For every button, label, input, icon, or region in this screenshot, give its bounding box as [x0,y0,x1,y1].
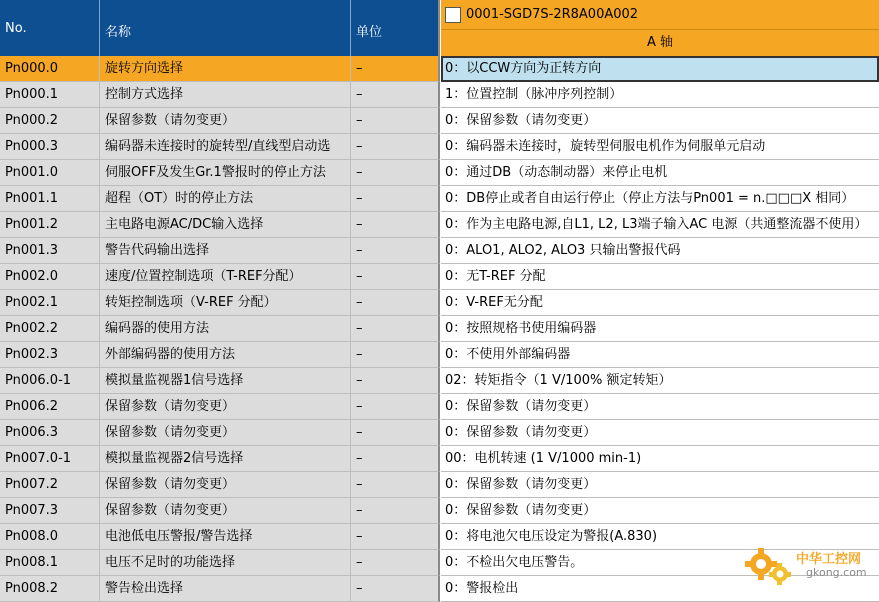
param-value[interactable]: 0：保留参数（请勿变更） [441,108,879,134]
param-name: 超程（OT）时的停止方法 [100,186,351,212]
param-unit: – [351,134,440,160]
header-col-no-label: No. [5,21,27,36]
param-number: Pn002.0 [0,264,100,290]
param-value[interactable]: 0：编码器未连接时，旋转型伺服电机作为伺服单元启动 [441,134,879,160]
table-row[interactable] [0,82,879,108]
param-name: 外部编码器的使用方法 [100,342,351,368]
param-value[interactable]: 0：V-REF无分配 [441,290,879,316]
param-number: Pn008.2 [0,576,100,602]
param-unit: – [351,472,440,498]
param-name: 保留参数（请勿变更） [100,472,351,498]
header-col-no [0,0,100,56]
param-unit: – [351,212,440,238]
param-number: Pn006.2 [0,394,100,420]
table-row[interactable] [0,472,879,498]
param-name: 电池低电压警报/警告选择 [100,524,351,550]
param-value[interactable]: 0：作为主电路电源,自L1, L2, L3端子输入AC 电源（共通整流器不使用） [441,212,879,238]
table-row[interactable] [0,446,879,472]
param-name: 转矩控制选项（V-REF 分配） [100,290,351,316]
device-name: 0001-SGD7S-2R8A00A002 [466,7,639,22]
param-name: 警告检出选择 [100,576,351,602]
param-name: 保留参数（请勿变更） [100,108,351,134]
param-number: Pn001.0 [0,160,100,186]
param-name: 保留参数（请勿变更） [100,394,351,420]
header-col-unit [351,0,440,56]
param-name: 警告代码输出选择 [100,238,351,264]
table-row[interactable] [0,108,879,134]
param-value[interactable]: 1：位置控制（脉冲序列控制） [441,82,879,108]
watermark-brand: 中华工控网 [796,552,862,567]
param-value[interactable]: 0：按照规格书使用编码器 [441,316,879,342]
param-unit: – [351,498,440,524]
axis-header [441,30,879,56]
param-value[interactable]: 02：转矩指令（1 V/100% 额定转矩） [441,368,879,394]
param-number: Pn001.1 [0,186,100,212]
param-value[interactable]: 0：保留参数（请勿变更） [441,394,879,420]
table-row[interactable] [0,316,879,342]
header-col-name-label: 名称 [105,25,132,40]
param-unit: – [351,186,440,212]
param-number: Pn002.2 [0,316,100,342]
param-name: 模拟量监视器2信号选择 [100,446,351,472]
param-number: Pn007.2 [0,472,100,498]
param-name: 保留参数（请勿变更） [100,498,351,524]
param-value[interactable]: 0：通过DB（动态制动器）来停止电机 [441,160,879,186]
param-value[interactable]: 0：保留参数（请勿变更） [441,498,879,524]
param-name: 模拟量监视器1信号选择 [100,368,351,394]
table-row[interactable] [0,160,879,186]
param-value[interactable]: 0：保留参数（请勿变更） [441,420,879,446]
param-unit: – [351,56,440,82]
param-number: Pn000.1 [0,82,100,108]
param-number: Pn002.1 [0,290,100,316]
param-value[interactable]: 0：DB停止或者自由运行停止（停止方法与Pn001 = n.□□□X 相同） [441,186,879,212]
param-number: Pn008.1 [0,550,100,576]
param-name: 旋转方向选择 [100,56,351,82]
param-value[interactable]: 0：警报检出 [441,576,879,602]
param-number: Pn006.3 [0,420,100,446]
param-number: Pn001.3 [0,238,100,264]
param-value[interactable]: 0：以CCW方向为正转方向 [441,56,879,82]
param-name: 编码器的使用方法 [100,316,351,342]
param-unit: – [351,524,440,550]
param-unit: – [351,550,440,576]
param-unit: – [351,368,440,394]
param-unit: – [351,420,440,446]
param-name: 主电路电源AC/DC输入选择 [100,212,351,238]
param-number: Pn007.3 [0,498,100,524]
param-value[interactable]: 0：ALO1, ALO2, ALO3 只输出警报代码 [441,238,879,264]
param-number: Pn000.0 [0,56,100,82]
param-unit: – [351,82,440,108]
table-row[interactable] [0,56,879,82]
param-number: Pn001.2 [0,212,100,238]
param-value[interactable]: 0：不检出欠电压警告。 [441,550,879,576]
param-value[interactable]: 0：将电池欠电压设定为警报(A.830) [441,524,879,550]
param-value[interactable]: 0：无T-REF 分配 [441,264,879,290]
table-row[interactable] [0,342,879,368]
header-col-unit-label: 单位 [356,25,383,40]
axis-label: A 轴 [646,35,674,50]
table-row[interactable] [0,290,879,316]
device-header [441,0,879,56]
param-number: Pn006.0-1 [0,368,100,394]
param-name: 控制方式选择 [100,82,351,108]
device-header-top [441,0,879,30]
param-number: Pn007.0-1 [0,446,100,472]
table-row[interactable] [0,368,879,394]
table-row[interactable] [0,238,879,264]
param-number: Pn002.3 [0,342,100,368]
param-unit: – [351,264,440,290]
param-number: Pn008.0 [0,524,100,550]
param-name: 电压不足时的功能选择 [100,550,351,576]
param-unit: – [351,160,440,186]
table-row[interactable] [0,394,879,420]
param-unit: – [351,316,440,342]
param-value[interactable]: 0：保留参数（请勿变更） [441,472,879,498]
param-unit: – [351,342,440,368]
param-unit: – [351,576,440,602]
param-name: 编码器未连接时的旋转型/直线型启动选 [100,134,351,160]
table-row[interactable] [0,186,879,212]
device-checkbox[interactable] [445,7,461,23]
param-unit: – [351,394,440,420]
param-number: Pn000.2 [0,108,100,134]
param-number: Pn000.3 [0,134,100,160]
table-row[interactable] [0,498,879,524]
table-row[interactable] [0,134,879,160]
param-name: 速度/位置控制选项（T-REF分配） [100,264,351,290]
table-row[interactable] [0,212,879,238]
param-name: 伺服OFF及发生Gr.1警报时的停止方法 [100,160,351,186]
param-unit: – [351,446,440,472]
watermark-logo [744,546,874,588]
param-name: 保留参数（请勿变更） [100,420,351,446]
param-value[interactable]: 00：电机转速 (1 V/1000 min-1) [441,446,879,472]
param-value[interactable]: 0：不使用外部编码器 [441,342,879,368]
watermark-site: gkong.com [806,566,867,579]
table-row[interactable] [0,420,879,446]
table-row[interactable] [0,264,879,290]
header-col-name [100,0,351,56]
param-unit: – [351,108,440,134]
param-unit: – [351,290,440,316]
param-unit: – [351,238,440,264]
